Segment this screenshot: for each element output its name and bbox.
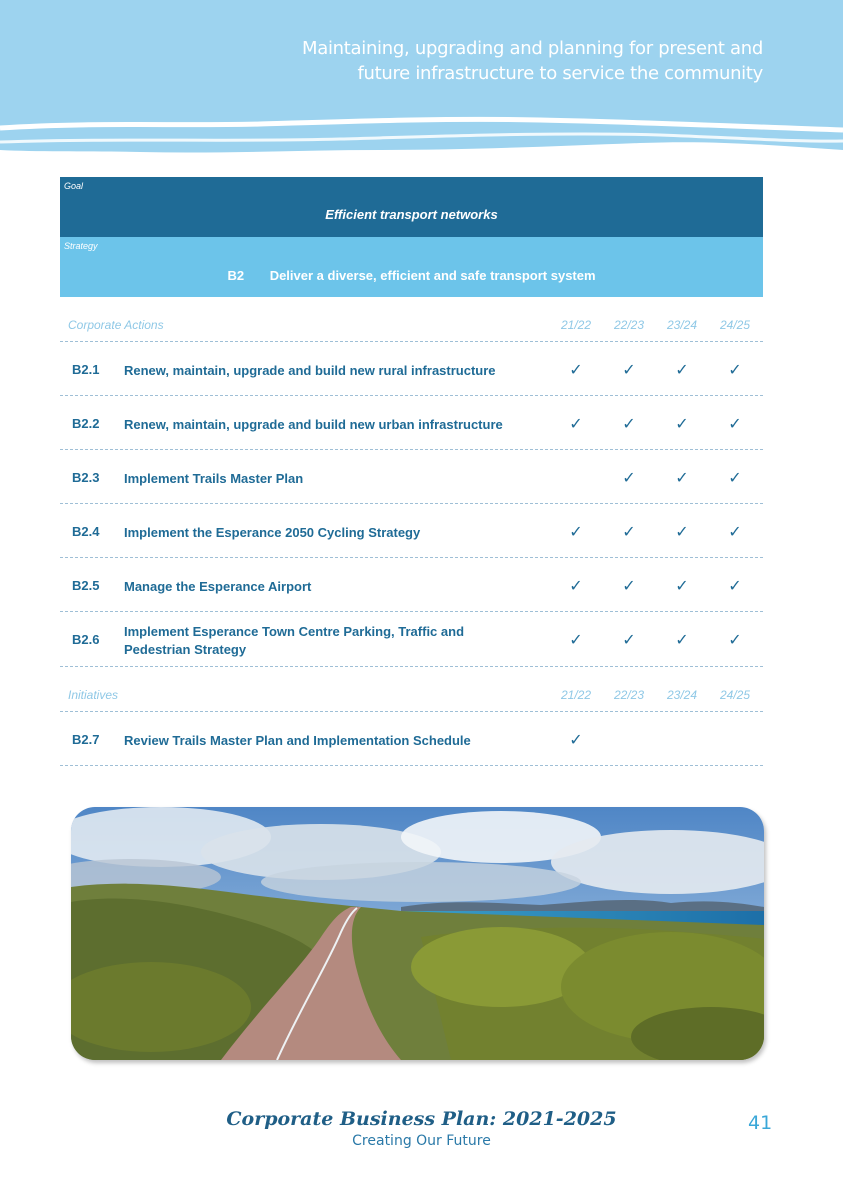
year-column-header: 21/22 — [560, 688, 592, 702]
action-row-b2-6 — [60, 612, 763, 667]
initiatives-header — [60, 667, 763, 712]
check-icon: ✓ — [675, 522, 689, 541]
check-icon: ✓ — [622, 360, 636, 379]
action-code: B2.3 — [72, 470, 100, 485]
action-code: B2.6 — [72, 632, 100, 647]
initiative-row-b2-7 — [60, 712, 763, 766]
action-code: B2.2 — [72, 416, 100, 431]
initiative-code: B2.7 — [72, 732, 100, 747]
action-code: B2.5 — [72, 578, 100, 593]
section-label: Corporate Actions — [68, 318, 164, 332]
year-column-header: 21/22 — [560, 318, 592, 332]
year-column-header: 22/23 — [613, 318, 645, 332]
goal-title: Efficient transport networks — [325, 207, 498, 222]
year-column-header: 23/24 — [666, 688, 698, 702]
check-icon: ✓ — [569, 630, 583, 649]
check-icon: ✓ — [569, 360, 583, 379]
strategy-code: B2 — [227, 268, 245, 283]
action-row-b2-4 — [60, 504, 763, 558]
footer-title: Corporate Business Plan: 2021-2025 — [226, 1108, 617, 1130]
section-label: Initiatives — [68, 688, 119, 702]
action-description: Implement Trails Master Plan — [124, 471, 304, 486]
check-icon: ✓ — [728, 576, 742, 595]
check-icon: ✓ — [569, 414, 583, 433]
check-icon: ✓ — [675, 468, 689, 487]
action-row-b2-5 — [60, 558, 763, 612]
check-icon: ✓ — [728, 414, 742, 433]
check-icon: ✓ — [622, 468, 636, 487]
check-icon: ✓ — [728, 468, 742, 487]
action-description: Implement Esperance Town Centre Parking, Traffic and Pedestrian Strategy — [124, 624, 465, 657]
header-tagline-line2: future infrastructure to service the community — [357, 63, 763, 84]
strategy-heading — [60, 268, 763, 283]
check-icon: ✓ — [675, 576, 689, 595]
strategy-title: Deliver a diverse, efficient and safe transport system — [269, 268, 596, 283]
corporate-actions-header — [60, 297, 763, 342]
footer-subtitle: Creating Our Future — [352, 1133, 491, 1149]
check-icon: ✓ — [569, 576, 583, 595]
action-row-b2-3 — [60, 450, 763, 504]
check-icon: ✓ — [569, 730, 583, 749]
check-icon: ✓ — [622, 630, 636, 649]
year-column-header: 23/24 — [666, 318, 698, 332]
action-code: B2.4 — [72, 524, 100, 539]
goal-tag: Goal — [64, 181, 84, 191]
coastal-trail-image — [71, 807, 764, 1060]
strategy-tag: Strategy — [64, 241, 98, 251]
check-icon: ✓ — [728, 630, 742, 649]
coastal-trail-photo — [71, 807, 764, 1060]
check-icon: ✓ — [728, 522, 742, 541]
action-description: Implement the Esperance 2050 Cycling Strategy — [124, 525, 421, 540]
year-column-header: 22/23 — [613, 688, 645, 702]
action-code: B2.1 — [72, 362, 100, 377]
strategy-box — [60, 237, 763, 297]
initiative-description: Review Trails Master Plan and Implementation Schedule — [124, 733, 471, 748]
page-number: 41 — [748, 1112, 773, 1134]
action-description: Manage the Esperance Airport — [124, 579, 312, 594]
action-row-b2-2 — [60, 396, 763, 450]
check-icon: ✓ — [569, 522, 583, 541]
check-icon: ✓ — [622, 576, 636, 595]
action-description: Renew, maintain, upgrade and build new urban infrastructure — [124, 417, 503, 432]
check-icon: ✓ — [622, 414, 636, 433]
action-description: Renew, maintain, upgrade and build new rural infrastructure — [124, 363, 496, 378]
goal-box — [60, 177, 763, 237]
check-icon: ✓ — [675, 630, 689, 649]
check-icon: ✓ — [675, 360, 689, 379]
check-icon: ✓ — [675, 414, 689, 433]
header-banner — [0, 0, 843, 170]
header-tagline — [263, 36, 763, 86]
check-icon: ✓ — [622, 522, 636, 541]
year-column-header: 24/25 — [719, 688, 751, 702]
action-row-b2-1 — [60, 342, 763, 396]
header-tagline-line1: Maintaining, upgrading and planning for present and — [301, 38, 763, 59]
year-column-header: 24/25 — [719, 318, 751, 332]
check-icon: ✓ — [728, 360, 742, 379]
